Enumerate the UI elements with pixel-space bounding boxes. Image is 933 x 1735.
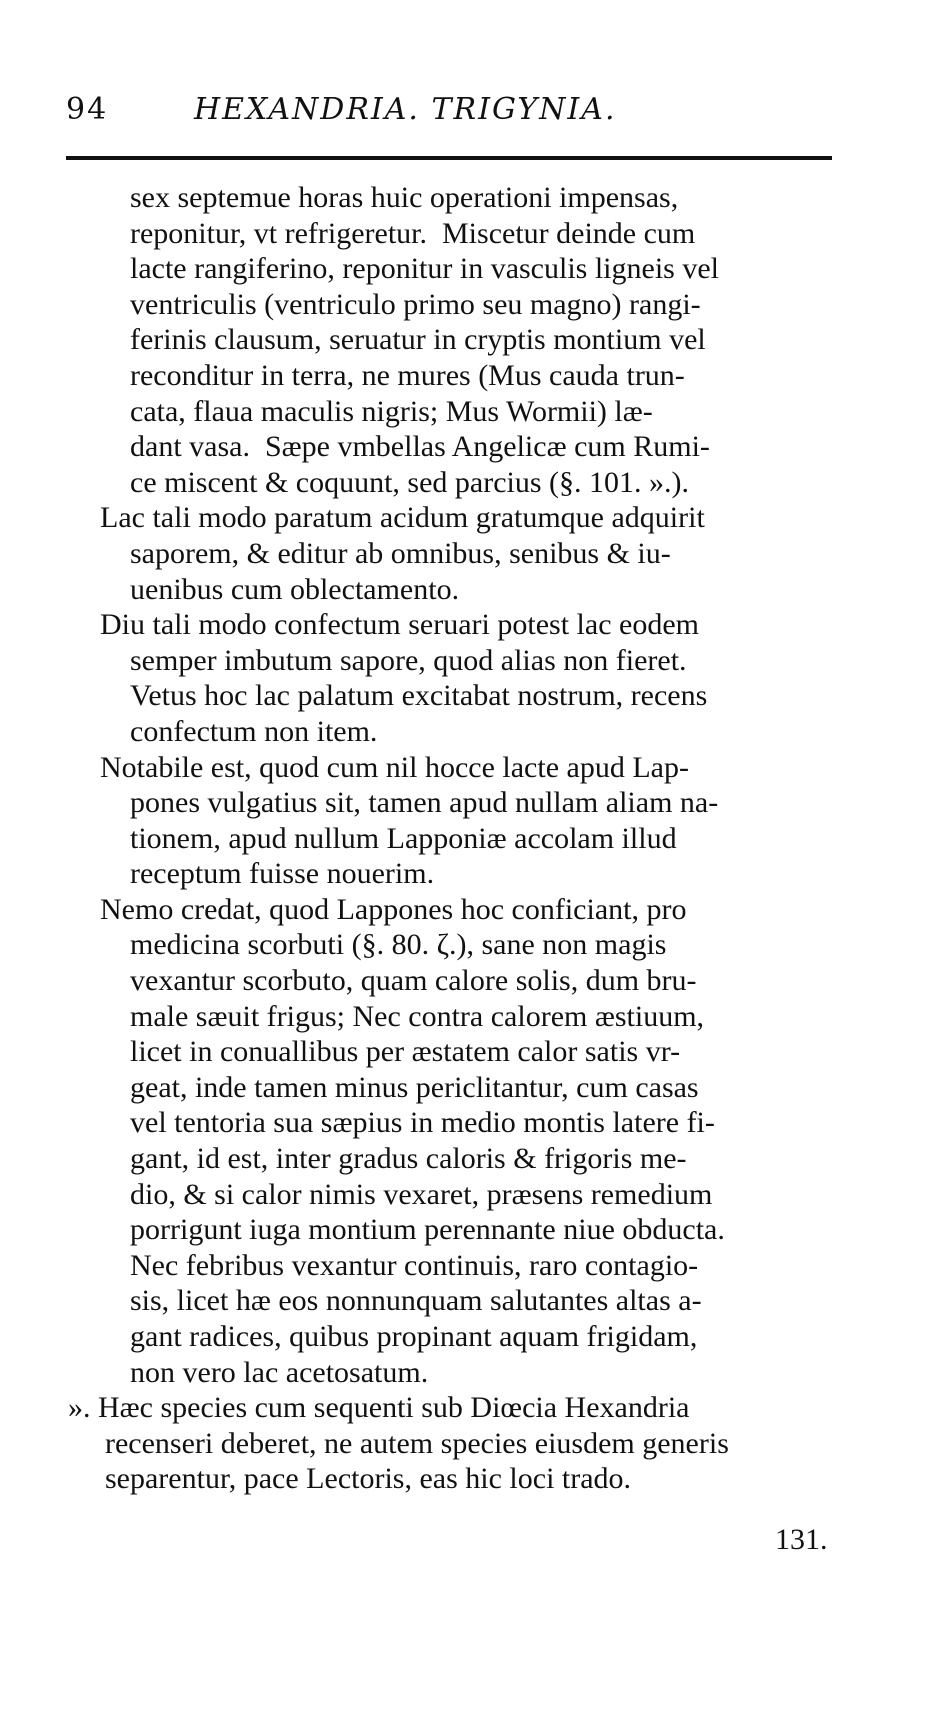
paragraph bbox=[0, 607, 933, 749]
text-line: lacte rangiferino, reponitur in vasculis ligneis vel bbox=[130, 252, 719, 286]
paragraph bbox=[0, 892, 933, 1390]
text-line: sex septemue horas huic operationi impensas, bbox=[130, 181, 679, 214]
text-line: ce miscent & coquunt, sed parcius (§. 101. ».). bbox=[130, 465, 690, 499]
text-line: reconditur in terra, ne mures (Mus cauda trun- bbox=[130, 358, 685, 392]
paragraph bbox=[0, 180, 933, 500]
text-line: ventriculis (ventriculo primo seu magno) rangi- bbox=[130, 287, 701, 321]
text-line: semper imbutum sapore, quod alias non fieret. bbox=[130, 643, 687, 677]
paragraph bbox=[0, 500, 933, 607]
text-line: gant radices, quibus propinant aquam frigidam, bbox=[130, 1320, 698, 1353]
text-line: confectum non item. bbox=[130, 714, 378, 748]
text-line: uenibus cum oblectamento. bbox=[130, 572, 460, 606]
text-line: Diu tali modo confectum seruari potest lac eodem bbox=[100, 608, 699, 642]
text-line: geat, inde tamen minus periclitantur, cum casas bbox=[130, 1070, 699, 1104]
header-rule bbox=[66, 156, 832, 160]
text-line: separentur, pace Lectoris, eas hic loci trado. bbox=[105, 1462, 632, 1496]
text-line: vexantur scorbuto, quam calore solis, dum bru- bbox=[130, 964, 697, 998]
text-line: male sæuit frigus; Nec contra calorem æstiuum, bbox=[130, 999, 705, 1033]
text-line: tionem, apud nullum Lapponiæ accolam illud bbox=[130, 821, 677, 855]
text-line: saporem, & editur ab omnibus, senibus & iu- bbox=[130, 536, 671, 570]
text-line: dant vasa. Sæpe vmbellas Angelicæ cum Rumi- bbox=[130, 430, 710, 464]
text-line: ». Hæc species cum sequenti sub Diœcia Hexandria bbox=[68, 1391, 690, 1425]
text-line: medicina scorbuti (§. 80. ζ.), sane non magis bbox=[130, 928, 667, 962]
text-line: Nec febribus vexantur continuis, raro contagio- bbox=[130, 1248, 699, 1282]
paragraph bbox=[0, 750, 933, 892]
text-line: Vetus hoc lac palatum excitabat nostrum, recens bbox=[130, 679, 708, 713]
text-line: cata, flaua maculis nigris; Mus Wormii) læ- bbox=[130, 394, 653, 428]
page-header bbox=[66, 92, 846, 136]
text-line: sis, licet hæ eos nonnunquam salutantes altas a- bbox=[130, 1284, 702, 1318]
text-line: porrigunt iuga montium perennante niue obducta. bbox=[130, 1213, 725, 1247]
page-number: 94 bbox=[66, 92, 109, 127]
running-title: HEXANDRIA. TRIGYNIA. bbox=[194, 92, 617, 127]
text-line: vel tentoria sua sæpius in medio montis latere fi- bbox=[130, 1106, 715, 1140]
footnote bbox=[0, 1390, 933, 1497]
text-line: receptum fuisse nouerim. bbox=[130, 857, 435, 891]
text-line: licet in conuallibus per æstatem calor satis vr- bbox=[130, 1035, 681, 1069]
text-line: Lac tali modo paratum acidum gratumque adquirit bbox=[100, 501, 705, 535]
text-line: pones vulgatius sit, tamen apud nullam aliam na- bbox=[130, 786, 719, 820]
text-line: dio, & si calor nimis vexaret, præsens remedium bbox=[130, 1177, 713, 1211]
text-line: ferinis clausum, seruatur in cryptis montium vel bbox=[130, 323, 706, 357]
text-line: gant, id est, inter gradus caloris & frigoris me- bbox=[130, 1142, 687, 1176]
catchword: 131. bbox=[775, 1523, 828, 1556]
text-line: reponitur, vt refrigeretur. Miscetur deinde cum bbox=[130, 216, 696, 250]
text-line: Notabile est, quod cum nil hocce lacte apud Lap- bbox=[100, 750, 689, 784]
text-line: non vero lac acetosatum. bbox=[130, 1355, 429, 1389]
body-text bbox=[0, 180, 933, 1497]
text-line: Nemo credat, quod Lappones hoc conficiant, pro bbox=[100, 892, 687, 926]
text-line: recenseri deberet, ne autem species eiusdem generis bbox=[105, 1426, 729, 1460]
